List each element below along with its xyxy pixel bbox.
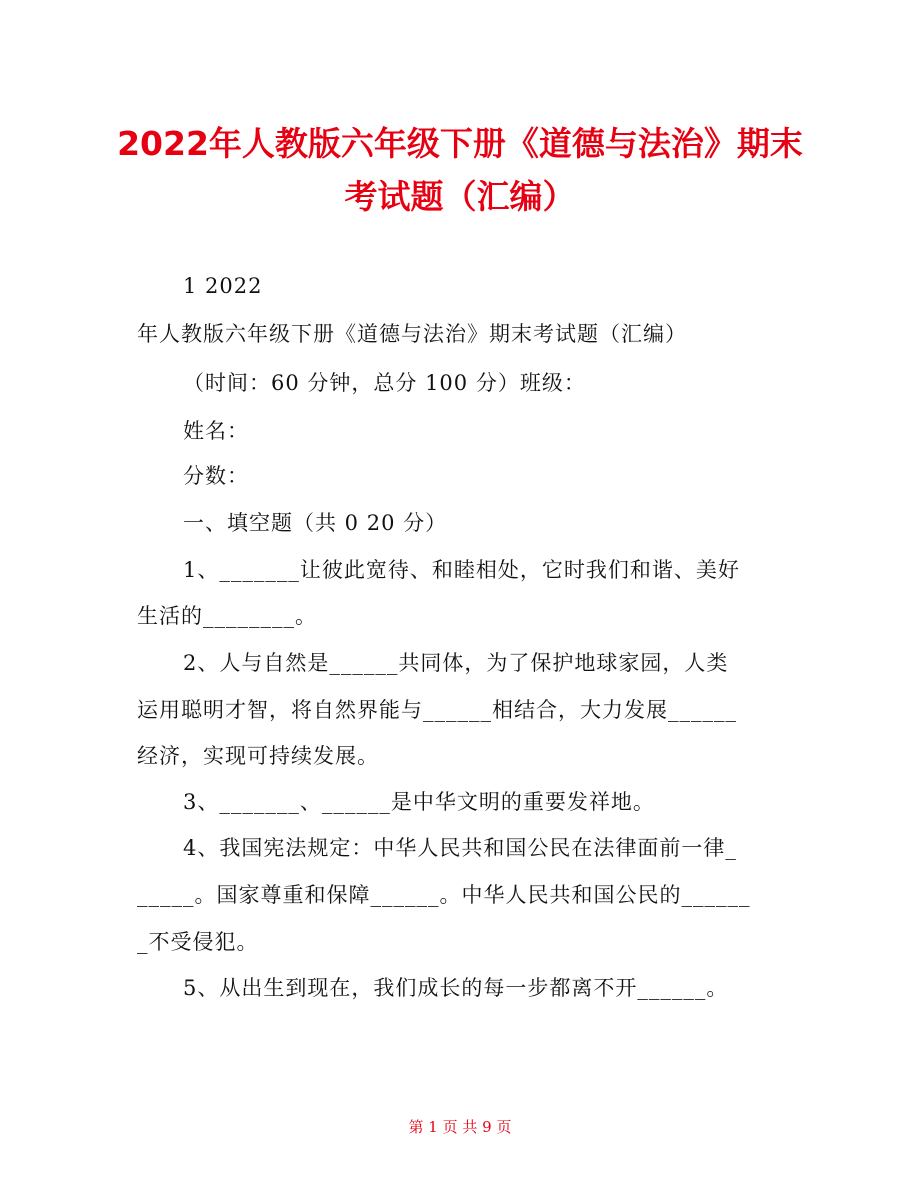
question-2-line-3: 经济，实现可持续发展。	[137, 744, 379, 768]
question-4-line-2: _____。国家尊重和保障______。中华人民共和国公民的______	[137, 883, 751, 907]
document-title-line-2: 考试题（汇编）	[344, 177, 576, 216]
exam-info: （时间：60 分钟，总分 100 分）班级：	[183, 371, 586, 395]
question-2-line-1: 2、人与自然是______共同体，为了保护地球家园，人类	[183, 651, 729, 675]
question-2-line-2: 运用聪明才智，将自然界能与______相结合，大力发展______	[137, 698, 737, 722]
question-5: 5、从出生到现在，我们成长的每一步都离不开______。	[183, 976, 729, 1000]
page-footer: 第 1 页 共 9 页	[408, 1118, 512, 1136]
document-title-line-1: 2022年人教版六年级下册《道德与法治》期末	[117, 124, 803, 163]
subtitle-number: 1 2022	[183, 274, 263, 298]
name-label: 姓名：	[183, 419, 249, 443]
score-label: 分数：	[183, 464, 249, 488]
question-1-line-1: 1、_______让彼此宽待、和睦相处，它时我们和谐、美好	[183, 558, 740, 582]
section-heading: 一、填空题（共 0 20 分）	[183, 511, 448, 535]
question-1-line-2: 生活的________。	[137, 604, 317, 628]
question-3: 3、_______、______是中华文明的重要发祥地。	[183, 790, 655, 814]
question-4-line-3: _不受侵犯。	[137, 930, 259, 954]
subtitle-text: 年人教版六年级下册《道德与法治》期末考试题（汇编）	[137, 322, 687, 346]
question-4-line-1: 4、我国宪法规定：中华人民共和国公民在法律面前一律_	[183, 836, 737, 860]
